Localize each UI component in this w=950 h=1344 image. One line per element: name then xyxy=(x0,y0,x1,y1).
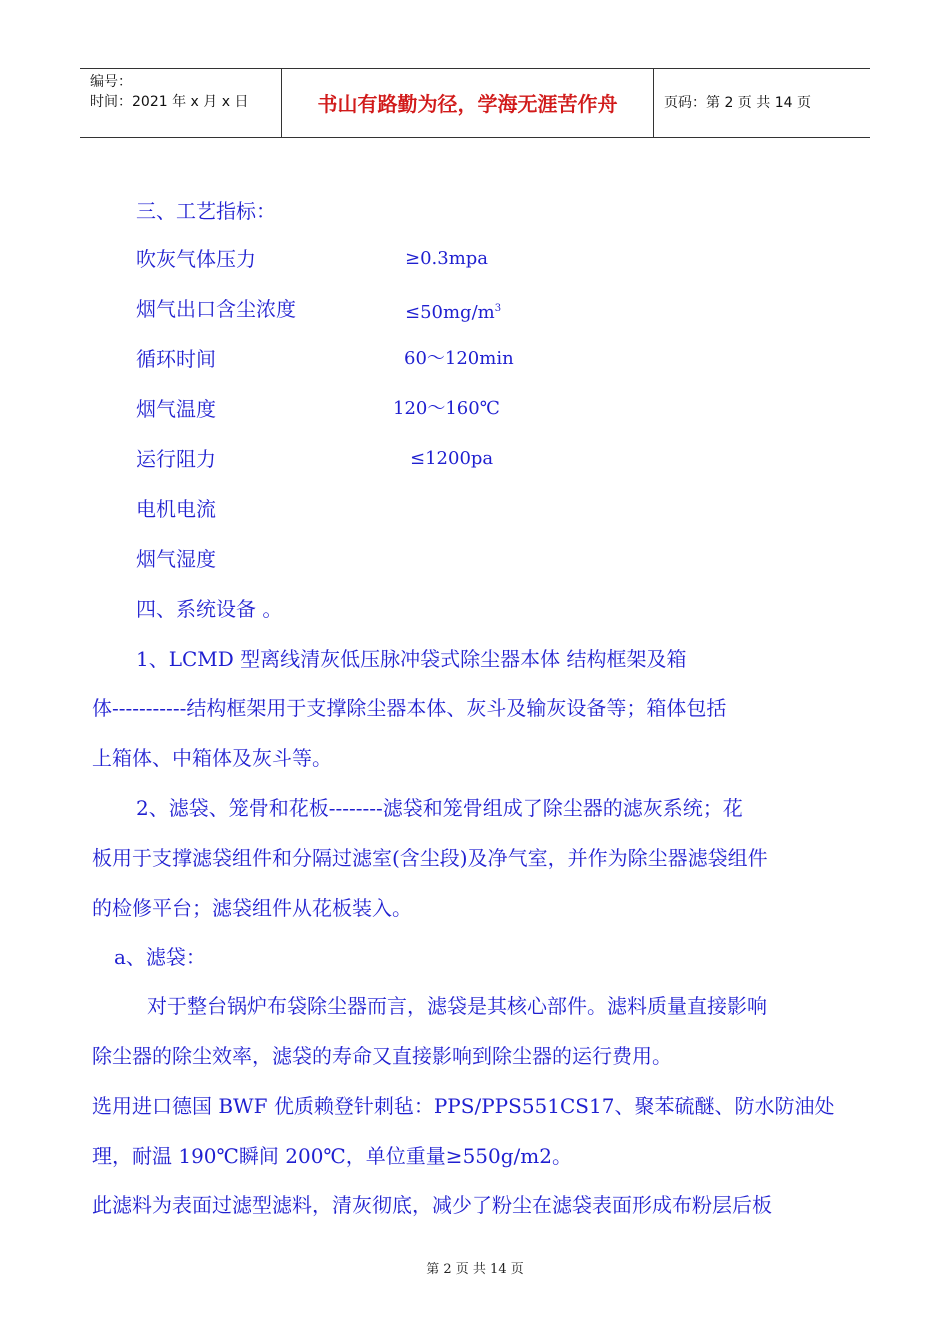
spec-label: 电机电流 xyxy=(136,497,216,521)
section3-title: 三、工艺指标： xyxy=(136,199,276,223)
paragraph-line: 此滤料为表面过滤型滤料，清灰彻底，减少了粉尘在滤袋表面形成布粉层后板 xyxy=(92,1193,772,1217)
paragraph-line: 板用于支撑滤袋组件和分隔过滤室(含尘段)及净气室，并作为除尘器滤袋组件 xyxy=(92,846,768,870)
spec-label: 运行阻力 xyxy=(136,447,216,471)
spec-value-text: ≤50mg/m xyxy=(405,302,495,323)
paragraph-line: 对于整台锅炉布袋除尘器而言，滤袋是其核心部件。滤料质量直接影响 xyxy=(147,994,767,1018)
header-meta xyxy=(80,69,282,137)
page-footer: 第 2 页 共 14 页 xyxy=(426,1262,524,1277)
spec-label: 循环时间 xyxy=(136,347,216,371)
spec-value-sup: 3 xyxy=(494,303,502,314)
paragraph-line: 的检修平台；滤袋组件从花板装入。 xyxy=(92,896,412,920)
header-number: 编号： xyxy=(90,74,132,90)
paragraph-line: 除尘器的除尘效率，滤袋的寿命又直接影响到除尘器的运行费用。 xyxy=(92,1044,672,1068)
paragraph-line: 上箱体、中箱体及灰斗等。 xyxy=(92,746,332,770)
header-motto: 书山有路勤为径，学海无涯苦作舟 xyxy=(282,69,654,137)
paragraph-line: 选用进口德国 BWF 优质赖登针刺毡：PPS/PPS551CS17、聚苯硫醚、防水防油处 xyxy=(92,1094,835,1118)
spec-label: 烟气温度 xyxy=(136,397,216,421)
header-time: 时间：2021 年 x 月 x 日 xyxy=(90,94,249,110)
paragraph-line: 体-----------结构框架用于支撑除尘器本体、灰斗及输灰设备等；箱体包括 xyxy=(92,696,727,720)
paragraph-line: 1、LCMD 型离线清灰低压脉冲袋式除尘器本体 结构框架及箱 xyxy=(136,647,687,671)
spec-value: 120～160℃ xyxy=(393,398,500,419)
spec-value: ≥0.3mpa xyxy=(405,248,489,269)
spec-value xyxy=(405,296,501,326)
spec-value: ≤1200pa xyxy=(410,448,494,469)
paragraph-line: 2、滤袋、笼骨和花板--------滤袋和笼骨组成了除尘器的滤灰系统；花 xyxy=(136,796,743,820)
section4-title: 四、系统设备 。 xyxy=(136,597,283,621)
spec-label: 吹灰气体压力 xyxy=(136,247,256,271)
spec-value: 60～120min xyxy=(404,348,514,369)
spec-label: 烟气出口含尘浓度 xyxy=(136,297,296,321)
paragraph-line: 理，耐温 190℃瞬间 200℃，单位重量≥550g/m2。 xyxy=(92,1144,572,1168)
spec-label: 烟气湿度 xyxy=(136,547,216,571)
page-header xyxy=(80,68,870,138)
header-page-info: 页码：第 2 页 共 14 页 xyxy=(664,95,811,111)
subsection-title: a、滤袋： xyxy=(114,945,206,969)
